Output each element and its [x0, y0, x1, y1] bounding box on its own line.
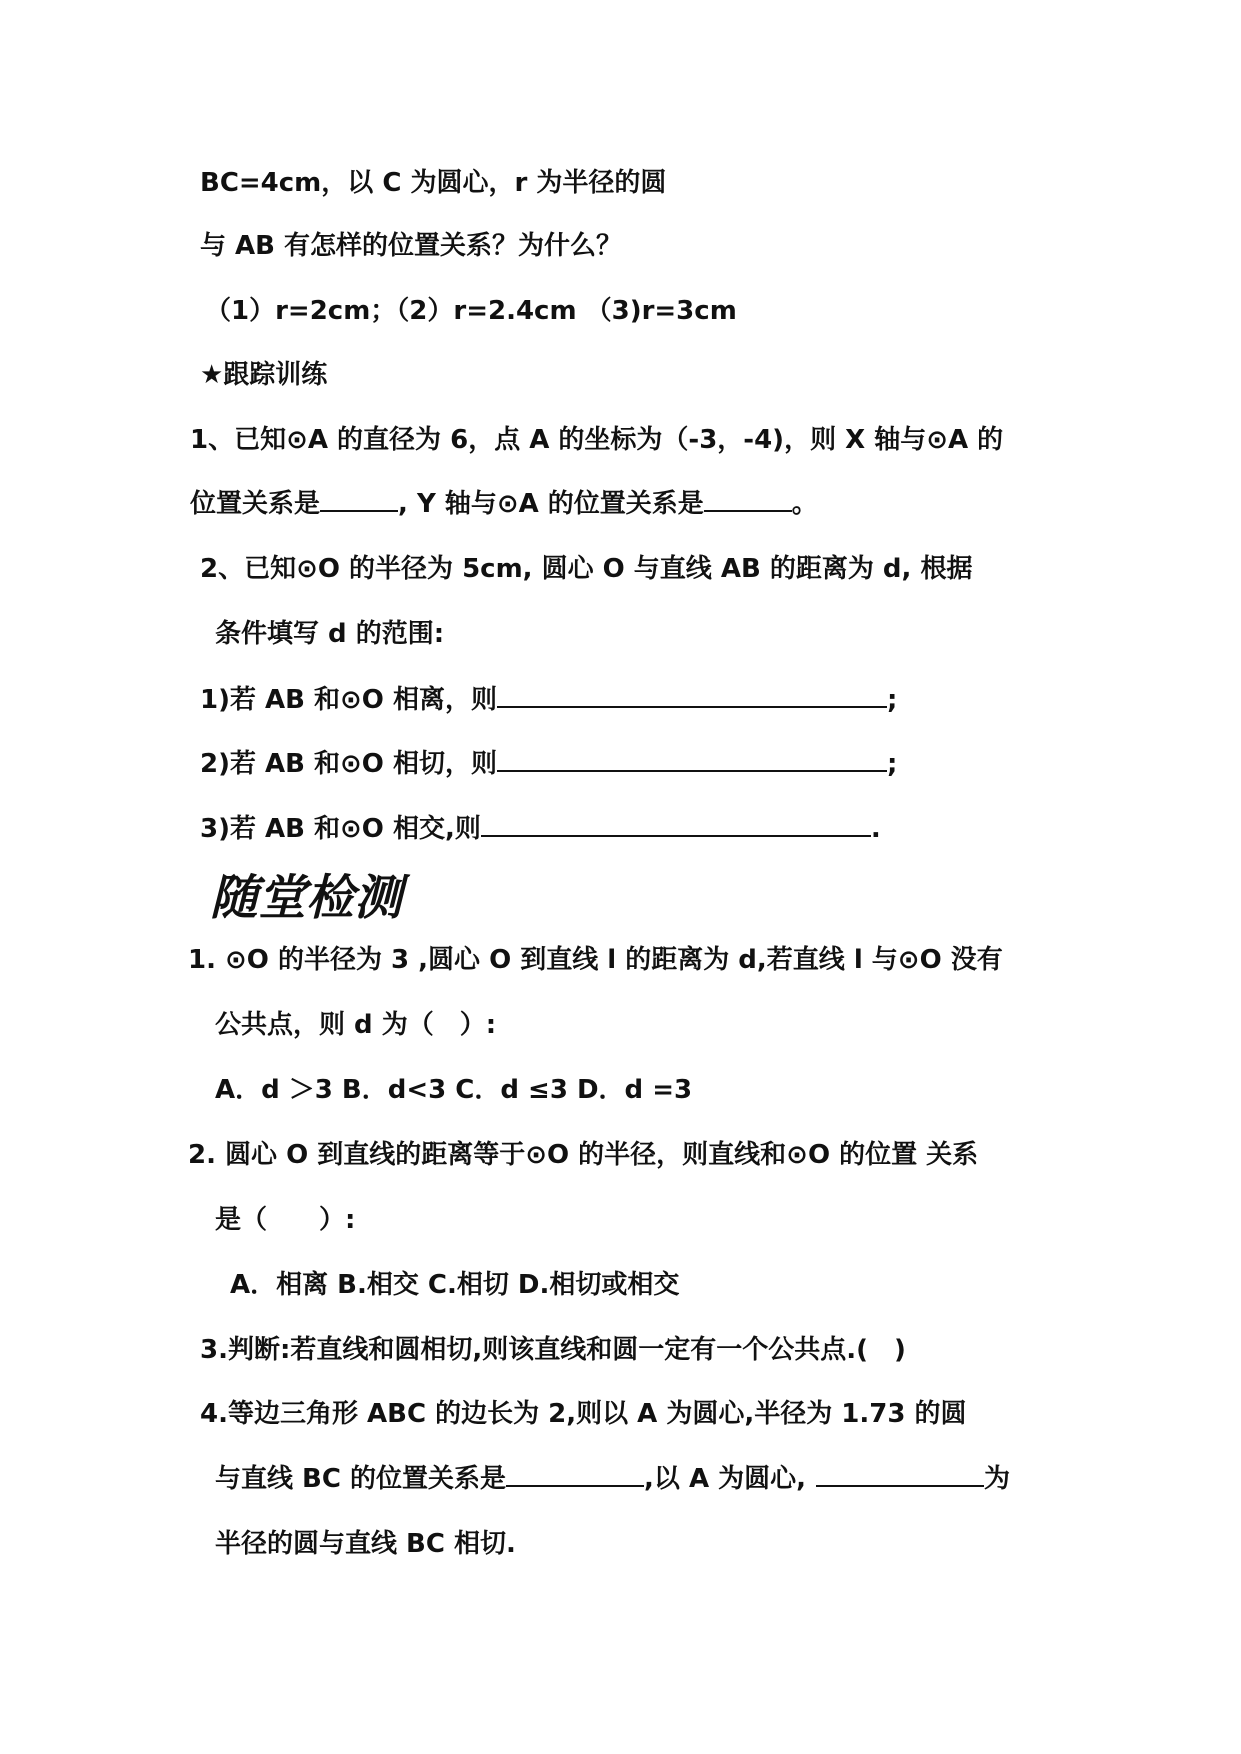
q2-b-end: ; [886, 749, 898, 779]
q2-b-text: 2)若 AB 和⊙O 相切，则 [200, 749, 497, 779]
answer-blank[interactable] [704, 484, 792, 512]
q2-c-text: 3)若 AB 和⊙O 相交,则 [200, 814, 481, 844]
quiz-title: 随堂检测 [210, 870, 403, 926]
answer-blank[interactable] [497, 744, 887, 772]
answer-blank[interactable] [497, 680, 887, 708]
tracking-title: ★跟踪训练 [200, 360, 328, 390]
tracking-q2-c [200, 809, 881, 849]
answer-blank[interactable] [506, 1459, 644, 1487]
answer-blank[interactable] [816, 1459, 984, 1487]
quiz-q2-line-2: 是（ ）: [215, 1205, 356, 1235]
quiz-q2-line-1: 2. 圆心 O 到直线的距离等于⊙O 的半径，则直线和⊙O 的位置 关系 [188, 1140, 979, 1170]
tracking-q1-line-2 [190, 484, 818, 524]
tracking-q2-b [200, 744, 897, 784]
quiz-q3: 3.判断:若直线和圆相切,则该直线和圆一定有一个公共点.( ) [200, 1335, 906, 1365]
quiz-q1-line-2: 公共点，则 d 为（ ）: [215, 1010, 497, 1040]
intro-line-3: （1）r=2cm；（2）r=2.4cm （3)r=3cm [205, 296, 737, 326]
intro-line-1: BC=4cm，以 C 为圆心，r 为半径的圆 [200, 168, 667, 198]
quiz-q4-line-1: 4.等边三角形 ABC 的边长为 2,则以 A 为圆心,半径为 1.73 的圆 [200, 1399, 967, 1429]
quiz-q1-options: A．d ＞3 B．d<3 C．d ≤3 D．d =3 [215, 1075, 693, 1105]
q4-text-b: ,以 A 为圆心, [644, 1464, 806, 1494]
q4-text-c: 为 [984, 1464, 1011, 1494]
tracking-q2-a [200, 680, 897, 720]
quiz-q2-options: A．相离 B.相交 C.相切 D.相切或相交 [230, 1270, 680, 1300]
answer-blank[interactable] [481, 809, 871, 837]
tracking-q1-line-1: 1、已知⊙A 的直径为 6，点 A 的坐标为（-3，-4)，则 X 轴与⊙A 的 [190, 425, 1004, 455]
q1-text-c: 。 [791, 489, 818, 519]
intro-line-2: 与 AB 有怎样的位置关系？为什么？ [200, 231, 623, 261]
quiz-q4-line-2 [215, 1459, 1010, 1499]
quiz-q1-line-1: 1. ⊙O 的半径为 3 ,圆心 O 到直线 l 的距离为 d,若直线 l 与⊙O 没有 [188, 945, 1003, 975]
q4-text-a: 与直线 BC 的位置关系是 [215, 1464, 507, 1494]
q1-text-a: 位置关系是 [190, 489, 321, 519]
tracking-q2-line-2: 条件填写 d 的范围: [215, 619, 445, 649]
q2-a-end: ; [886, 685, 898, 715]
quiz-q4-line-3: 半径的圆与直线 BC 相切. [215, 1529, 516, 1559]
q1-text-b: , Y 轴与⊙A 的位置关系是 [398, 489, 704, 519]
tracking-q2-line-1: 2、已知⊙O 的半径为 5cm, 圆心 O 与直线 AB 的距离为 d, 根据 [200, 554, 973, 584]
q2-c-end: . [870, 814, 881, 844]
q2-a-text: 1)若 AB 和⊙O 相离，则 [200, 685, 497, 715]
answer-blank[interactable] [320, 484, 398, 512]
